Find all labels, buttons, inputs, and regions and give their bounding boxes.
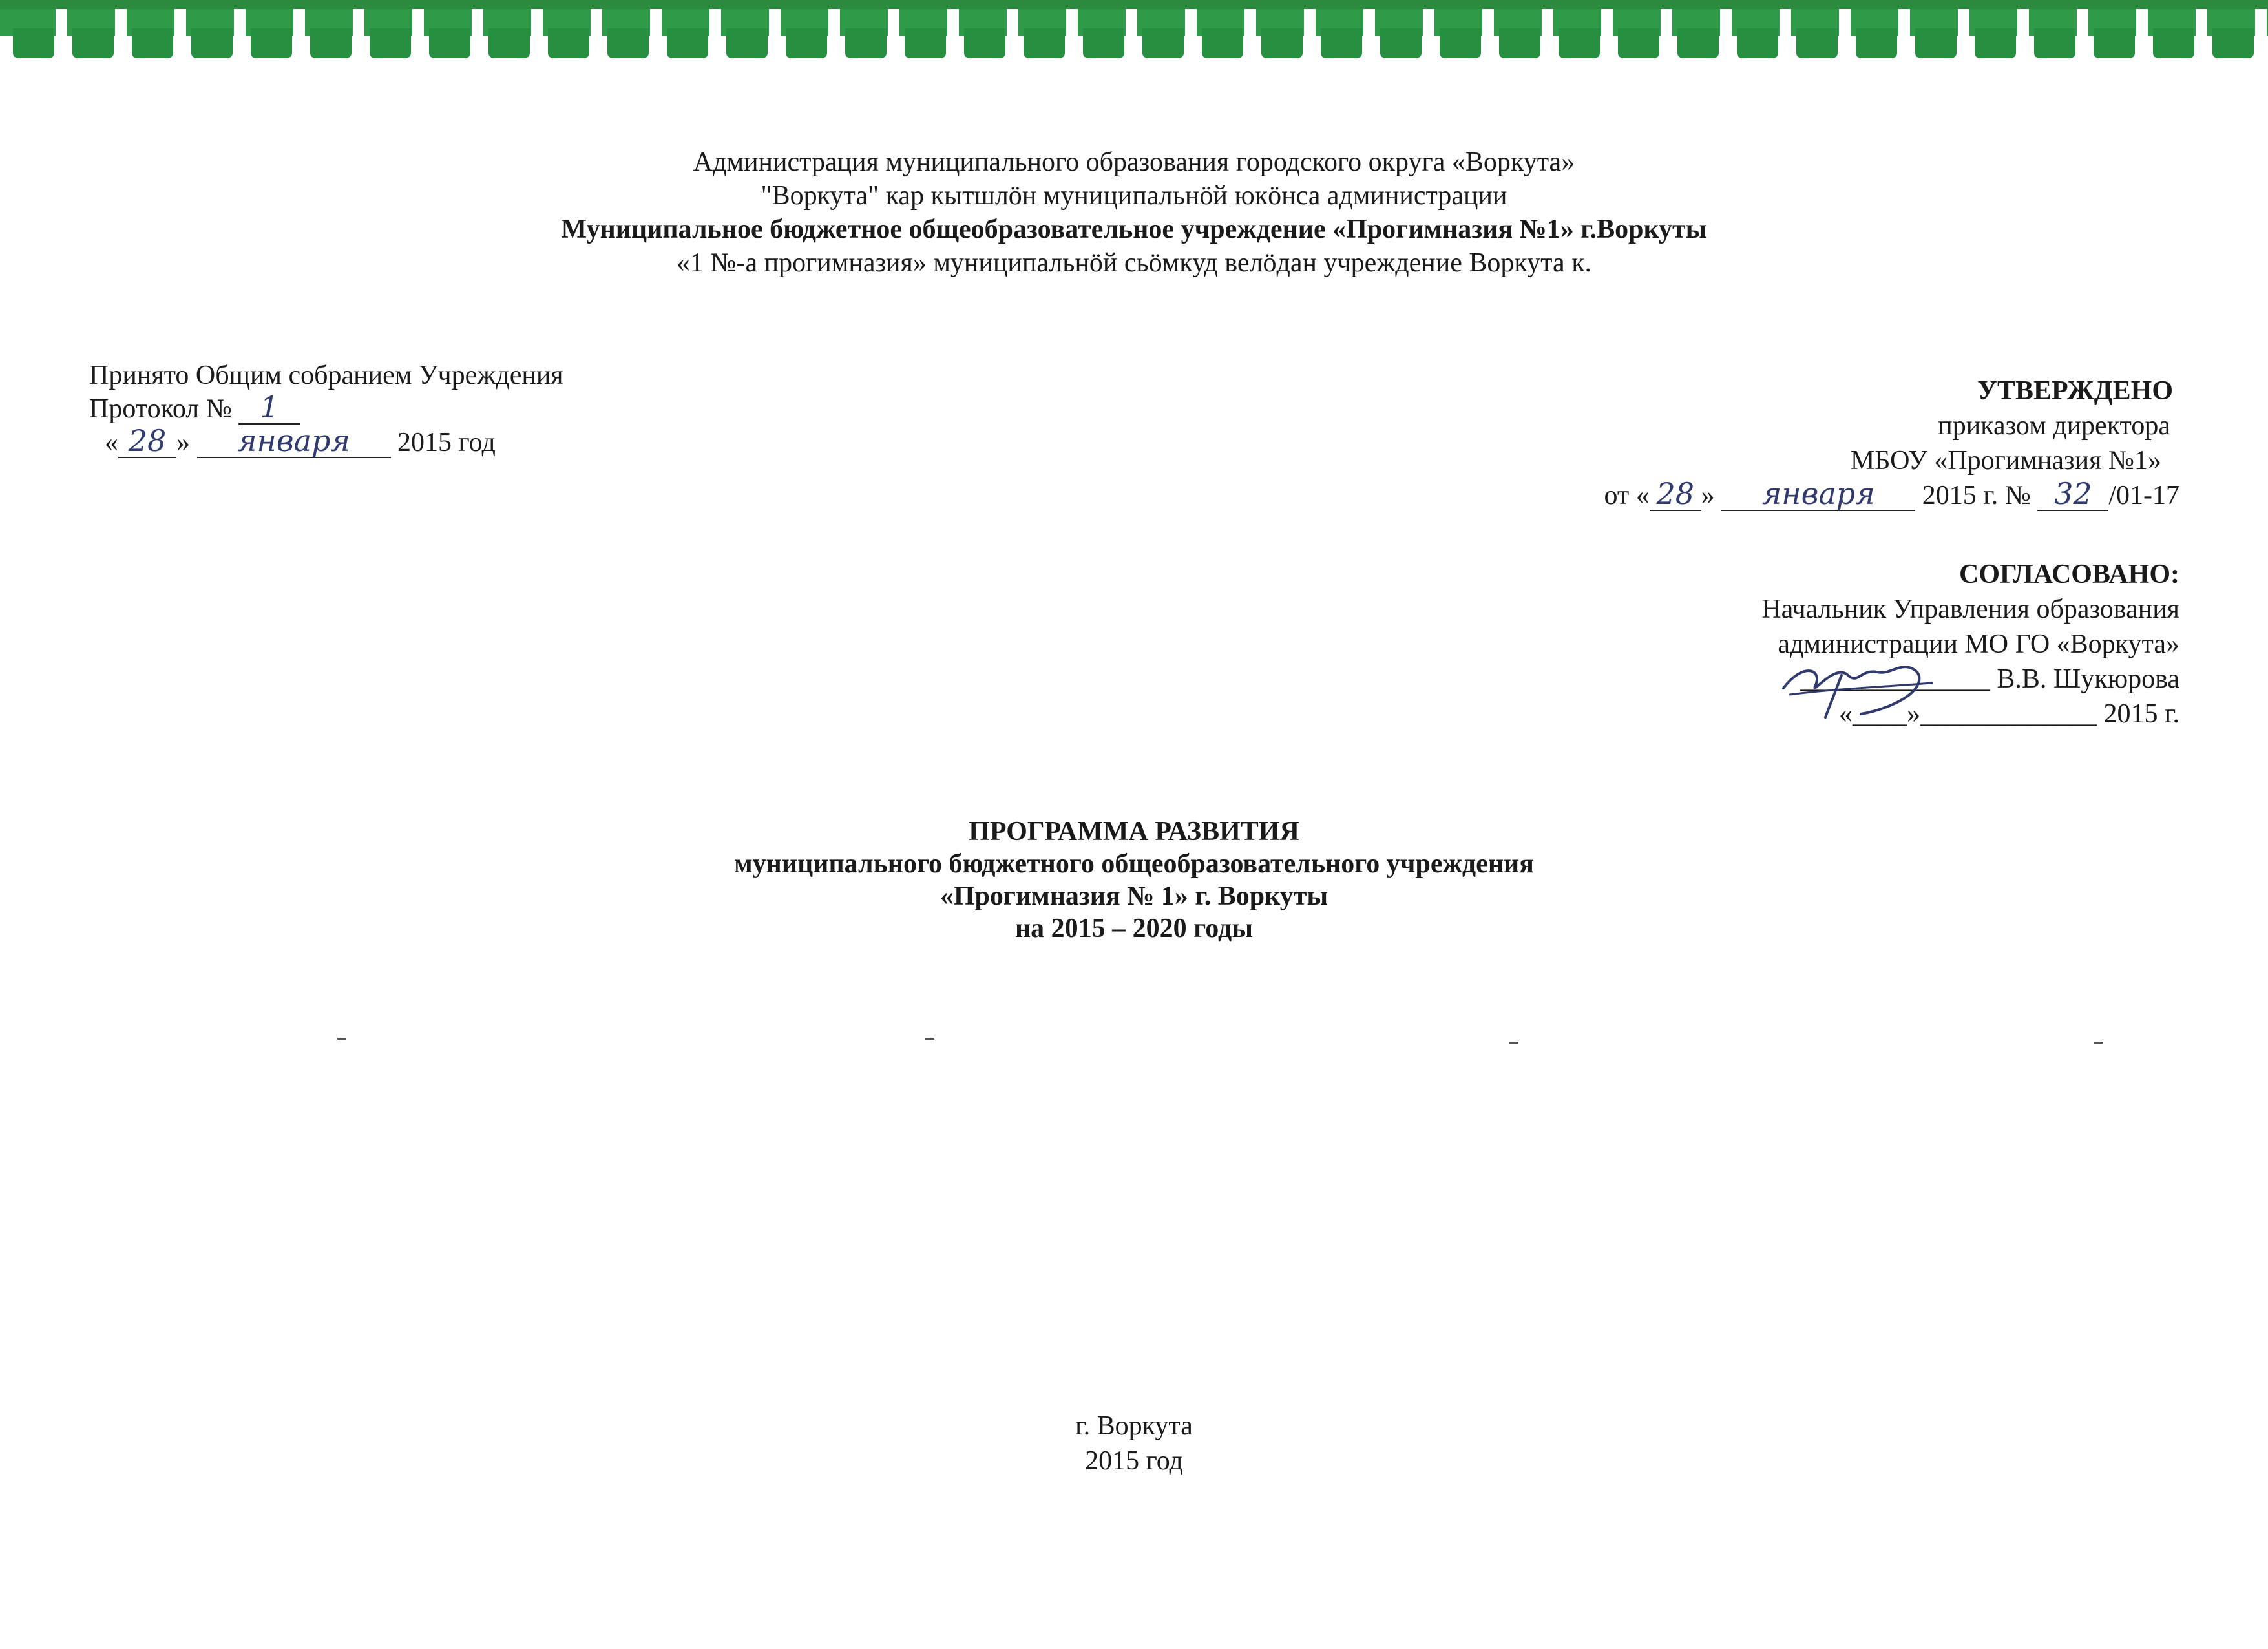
binding-gap: [2077, 9, 2088, 58]
binding-gap: [1482, 9, 1494, 58]
agreed-signature-line: [1339, 662, 2179, 697]
binding-gap: [531, 9, 543, 58]
document-footer: [0, 1409, 2268, 1478]
binding-loop: [607, 28, 649, 58]
accepted-quote-open: «: [105, 428, 118, 457]
binding-loop: [132, 28, 173, 58]
accepted-month: января: [237, 423, 350, 458]
binding-loop: [310, 28, 352, 58]
binding-gap: [947, 9, 959, 58]
agreed-month-blank: _____________: [1920, 699, 2097, 729]
approved-line-2: МБОУ «Прогимназия №1»: [1850, 446, 2161, 476]
binding-gap: [769, 9, 781, 58]
accepted-month-field: [197, 423, 391, 458]
binding-loop: [905, 28, 946, 58]
binding-gap: [174, 9, 186, 58]
binding-gap: [650, 9, 662, 58]
agreed-block: [1339, 557, 2179, 731]
approved-date-line: [1339, 478, 2179, 513]
binding-loop: [370, 28, 411, 58]
binding-top-edge: [0, 0, 2268, 9]
agreed-date-year: 2015 г.: [2103, 699, 2179, 729]
binding-gap: [2136, 9, 2148, 58]
scan-mark: [1509, 1042, 1518, 1044]
binding-gap: [1780, 9, 1791, 58]
binding-loop: [1856, 28, 1897, 58]
protocol-number-field: [238, 390, 300, 425]
binding-loop: [845, 28, 887, 58]
binding-gap: [1839, 9, 1851, 58]
binding-gap: [1363, 9, 1375, 58]
approved-block: [1339, 373, 2179, 513]
approved-month-field: [1721, 476, 1915, 511]
binding-loop: [548, 28, 589, 58]
program-subtitle-2: «Прогимназия № 1» г. Воркуты: [940, 881, 1328, 911]
footer-city: г. Воркута: [1075, 1411, 1193, 1441]
binding-loop: [1142, 28, 1184, 58]
binding-gap: [472, 9, 483, 58]
header-line-3: Муниципальное бюджетное общеобразовательное учреждение «Прогимназия №1» г.Воркуты: [561, 215, 1707, 244]
binding-loop: [2034, 28, 2075, 58]
program-subtitle-1: муниципального бюджетного общеобразовательного учреждения: [734, 849, 1534, 879]
approved-month: января: [1761, 476, 1875, 511]
header-line-2: "Воркута" кар кытшлӧн муниципальнӧй юкӧнса администрации: [761, 181, 1507, 211]
agreed-date-blank: ____: [1853, 699, 1907, 729]
binding-gap: [1958, 9, 1969, 58]
agreed-date-close: »: [1907, 699, 1920, 729]
binding-gap: [115, 9, 127, 58]
binding-gap: [1007, 9, 1018, 58]
header-line-1: Администрация муниципального образования городского округа «Воркута»: [693, 147, 1575, 177]
binding-gap: [2255, 9, 2267, 58]
binding-gap: [234, 9, 246, 58]
binding-loop: [1737, 28, 1778, 58]
binding-loop: [667, 28, 708, 58]
signature-underline: ______________: [1800, 664, 1990, 694]
binding-gap: [1244, 9, 1256, 58]
protocol-label: Протокол №: [89, 394, 232, 424]
scan-mark: [2094, 1042, 2103, 1044]
approved-quote-close: »: [1701, 481, 1715, 510]
approved-title: УТВЕРЖДЕНО: [1977, 376, 2173, 406]
accepted-line-1: Принято Общим собранием Учреждения: [89, 361, 563, 390]
accepted-block: [89, 359, 671, 459]
accepted-day: 28: [128, 423, 167, 458]
binding-gap: [1720, 9, 1732, 58]
binding-loop: [1559, 28, 1600, 58]
binding-loop: [191, 28, 233, 58]
binding-loop: [2094, 28, 2135, 58]
binding-gap: [1661, 9, 1672, 58]
approved-line-1: приказом директора: [1938, 411, 2170, 441]
binding-gap: [591, 9, 602, 58]
program-title-block: [0, 815, 2268, 945]
binding-loop: [1083, 28, 1124, 58]
binding-gap: [1304, 9, 1316, 58]
binding-gap: [293, 9, 305, 58]
binding-loop: [1440, 28, 1481, 58]
approved-order-field: [2037, 476, 2108, 511]
binding-loop: [1975, 28, 2016, 58]
binding-loop: [726, 28, 768, 58]
binding-loop: [2153, 28, 2194, 58]
binding-loop: [1677, 28, 1719, 58]
approved-order-number: 32: [2054, 476, 2092, 511]
binding-loop: [1261, 28, 1303, 58]
binding-loop: [251, 28, 292, 58]
binding-gap: [353, 9, 364, 58]
approved-year-no: 2015 г. №: [1922, 481, 2031, 510]
spiral-binding: [0, 0, 2268, 58]
program-title: ПРОГРАММА РАЗВИТИЯ: [969, 817, 1299, 846]
binding-gap: [1185, 9, 1197, 58]
approved-day: 28: [1656, 476, 1695, 511]
agreed-date-line: [1339, 697, 2179, 731]
binding-gap: [2017, 9, 2029, 58]
program-period: на 2015 – 2020 годы: [1014, 914, 1254, 943]
binding-loop: [1915, 28, 1957, 58]
binding-gap: [1423, 9, 1434, 58]
document-header: [0, 145, 2268, 280]
agreed-date-open: «: [1839, 699, 1853, 729]
approved-day-field: [1650, 476, 1701, 511]
binding-loop: [72, 28, 114, 58]
protocol-number: 1: [260, 390, 279, 425]
binding-loop: [429, 28, 470, 58]
signer-name: В.В. Шукюрова: [1997, 664, 2179, 694]
binding-gap: [56, 9, 67, 58]
scan-mark: [337, 1038, 346, 1040]
binding-loop: [1321, 28, 1362, 58]
binding-loop: [1796, 28, 1838, 58]
binding-gap: [1066, 9, 1078, 58]
binding-loop: [786, 28, 827, 58]
handwritten-signature: [1764, 649, 1945, 720]
binding-loop: [964, 28, 1005, 58]
protocol-line: [89, 392, 671, 426]
accepted-day-field: [118, 423, 176, 458]
binding-loop: [1024, 28, 1065, 58]
binding-loop: [488, 28, 530, 58]
binding-loop: [1202, 28, 1243, 58]
binding-loop: [2212, 28, 2254, 58]
binding-gap: [412, 9, 424, 58]
binding-gap: [1126, 9, 1137, 58]
accepted-quote-close: »: [176, 428, 190, 457]
accepted-date-line: [89, 423, 671, 459]
binding-loop: [1380, 28, 1422, 58]
agreed-line-2: администрации МО ГО «Воркута»: [1778, 629, 2179, 659]
binding-gap: [1542, 9, 1553, 58]
binding-gap: [1601, 9, 1613, 58]
binding-loop: [1618, 28, 1659, 58]
binding-loop: [1499, 28, 1540, 58]
approved-from-label: от «: [1604, 481, 1650, 510]
scan-mark: [925, 1038, 934, 1040]
footer-year: 2015 год: [1085, 1446, 1183, 1476]
binding-loop: [13, 28, 54, 58]
binding-gap: [709, 9, 721, 58]
approved-order-suffix: /01-17: [2108, 481, 2179, 510]
binding-gap: [828, 9, 840, 58]
header-line-4: «1 №-а прогимназия» муниципальнӧй сьӧмкуд велӧдан учреждение Воркута к.: [676, 248, 1592, 278]
binding-gap: [888, 9, 899, 58]
agreed-line-1: Начальник Управления образования: [1761, 594, 2179, 624]
agreed-title: СОГЛАСОВАНО:: [1959, 560, 2179, 589]
binding-gap: [2196, 9, 2207, 58]
binding-gap: [1898, 9, 1910, 58]
accepted-year: 2015 год: [397, 428, 496, 457]
